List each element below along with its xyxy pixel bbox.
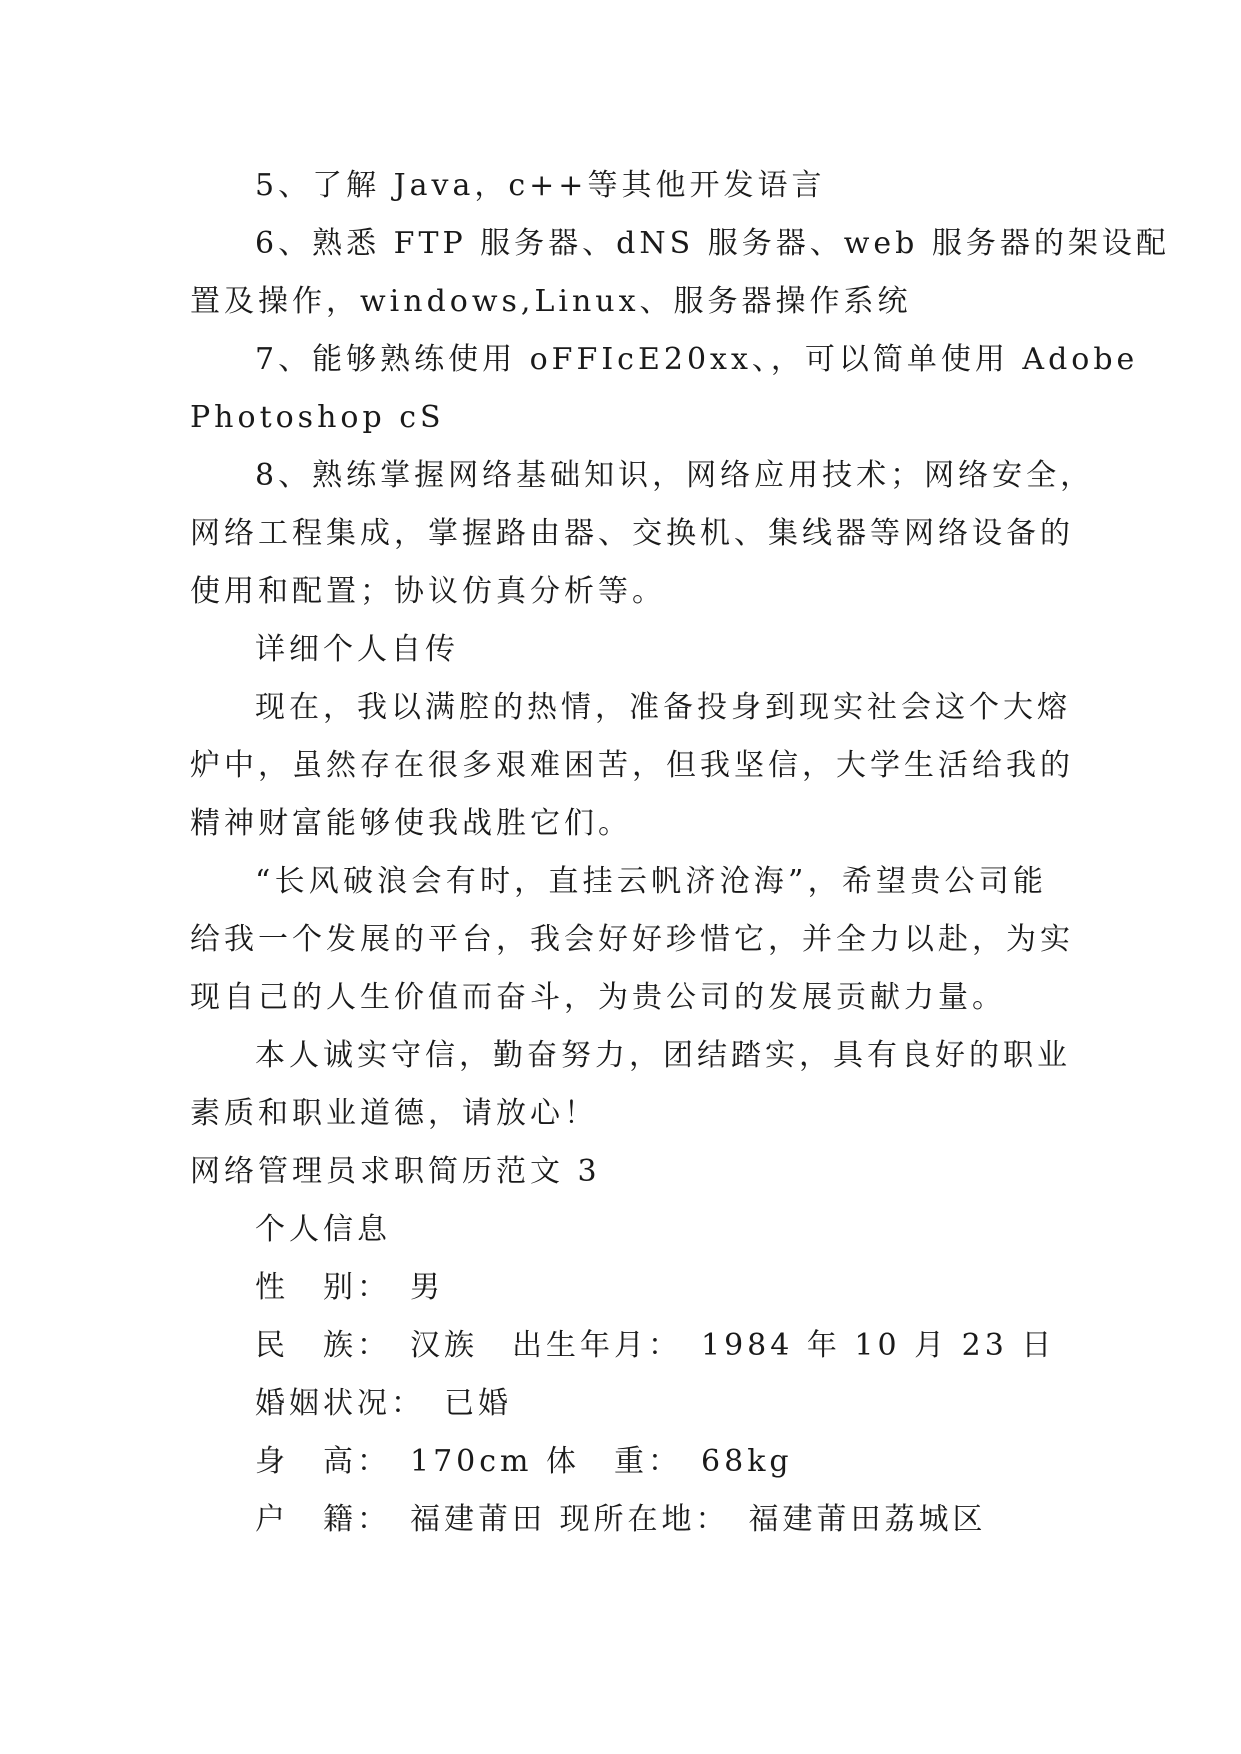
paragraph-autobiography-3-line-2: 素质和职业道德，请放心！ (190, 1096, 598, 1131)
info-height-weight: 身 高： 170cm 体 重： 68kg (255, 1444, 793, 1479)
section-heading-personal-info: 个人信息 (255, 1212, 391, 1247)
section-heading-autobiography: 详细个人自传 (255, 632, 459, 667)
paragraph-autobiography-2-line-1: “长风破浪会有时，直挂云帆济沧海”，希望贵公司能 (255, 864, 1047, 899)
info-ethnicity-birthdate: 民 族： 汉族 出生年月： 1984 年 10 月 23 日 (255, 1328, 1056, 1363)
paragraph-skill-6-line-1: 6、熟悉 FTP 服务器、dNS 服务器、web 服务器的架设配 (255, 226, 1170, 261)
paragraph-skill-7-line-1: 7、能够熟练使用 oFFIcE20xx、，可以简单使用 Adobe (255, 342, 1139, 377)
paragraph-autobiography-2-line-2: 给我一个发展的平台，我会好好珍惜它，并全力以赴，为实 (190, 922, 1074, 957)
info-hometown-location: 户 籍： 福建莆田 现所在地： 福建莆田荔城区 (255, 1502, 987, 1537)
paragraph-autobiography-1-line-1: 现在，我以满腔的热情，准备投身到现实社会这个大熔 (255, 690, 1071, 725)
info-gender: 性 别： 男 (255, 1270, 444, 1305)
paragraph-skill-6-line-2: 置及操作，windows,Linux、服务器操作系统 (190, 284, 912, 319)
paragraph-autobiography-3-line-1: 本人诚实守信，勤奋努力，团结踏实，具有良好的职业 (255, 1038, 1071, 1073)
info-marital-status: 婚姻状况： 已婚 (255, 1386, 512, 1421)
paragraph-autobiography-1-line-3: 精神财富能够使我战胜它们。 (190, 806, 632, 841)
paragraph-skill-5: 5、了解 Java，c++等其他开发语言 (255, 168, 826, 203)
paragraph-skill-7-line-2: Photoshop cS (190, 400, 445, 435)
paragraph-skill-8-line-3: 使用和配置；协议仿真分析等。 (190, 574, 666, 609)
section-heading-resume-3: 网络管理员求职简历范文 3 (190, 1154, 601, 1189)
paragraph-autobiography-2-line-3: 现自己的人生价值而奋斗，为贵公司的发展贡献力量。 (190, 980, 1006, 1015)
paragraph-autobiography-1-line-2: 炉中，虽然存在很多艰难困苦，但我坚信，大学生活给我的 (190, 748, 1074, 783)
paragraph-skill-8-line-1: 8、熟练掌握网络基础知识，网络应用技术；网络安全， (255, 458, 1095, 493)
paragraph-skill-8-line-2: 网络工程集成，掌握路由器、交换机、集线器等网络设备的 (190, 516, 1074, 551)
